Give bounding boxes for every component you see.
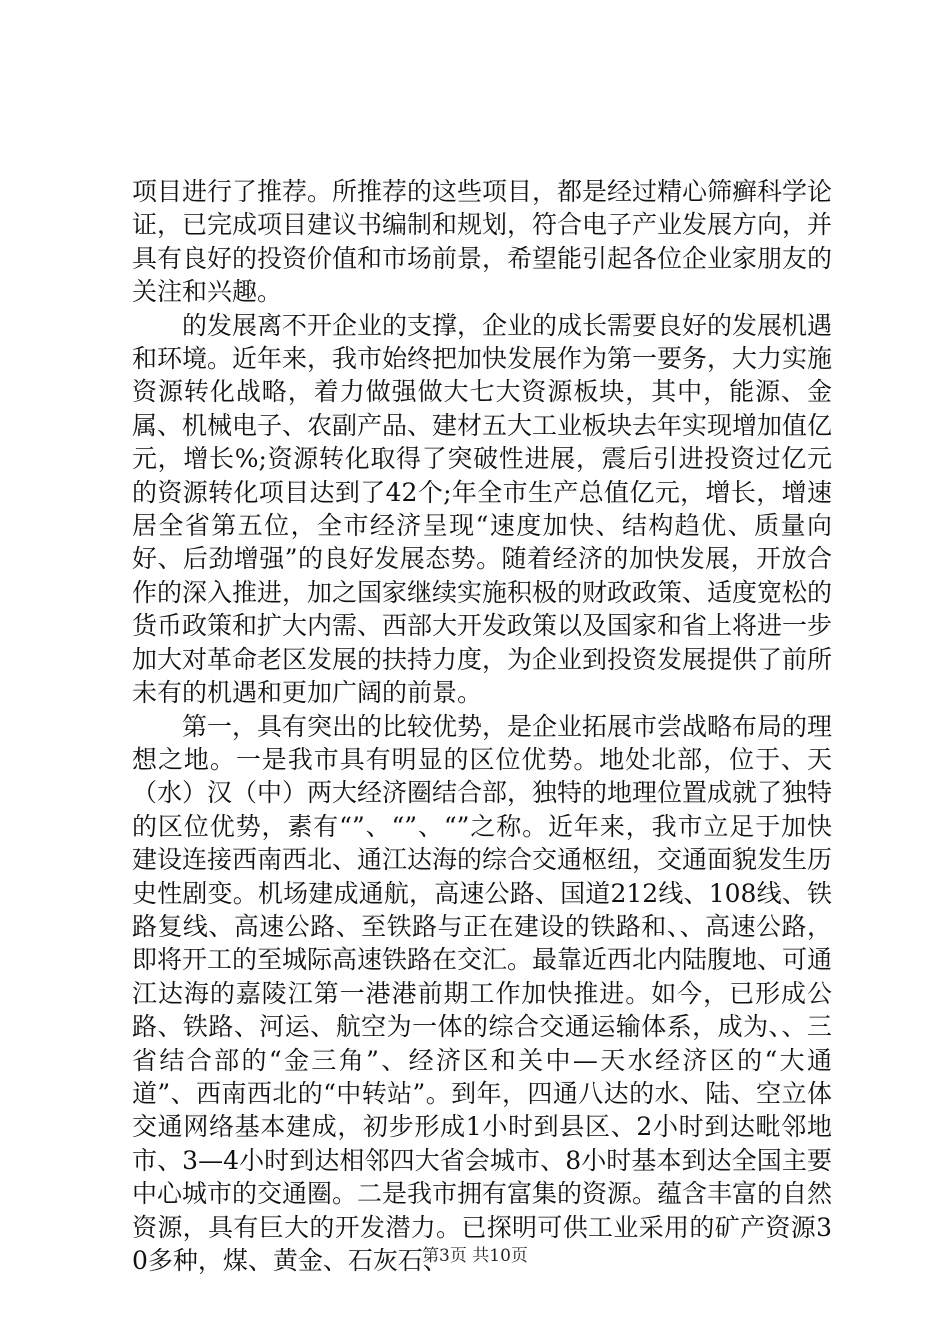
page-number-footer: 第3页 共10页 <box>422 1246 528 1266</box>
document-body <box>132 175 832 1277</box>
paragraph-continuation: 项目进行了推荐。所推荐的这些项目，都是经过精心筛癣科学论证，已完成项目建议书编制和规划，符合电子产业发展方向，并具有良好的投资价值和市场前景，希望能引起各位企业家朋友的关注和兴趣。 <box>132 177 833 307</box>
paragraph-development-environment: 的发展离不开企业的支撑，企业的成长需要良好的发展机遇和环境。近年来，我市始终把加快发展作为第一要务，大力实施资源转化战略，着力做强做大七大资源板块，其中，能源、金属、机械电子、农副产品、建材五大工业板块去年实现增加值亿元，增长%;资源转化取得了突破性进展，震后引进投资过亿元的资源转化项目达到了42个;年全市生产总值亿元，增长，增速居全省第五位，全市经济呈现“速度加快、结构趋优、质量向好、后劲增强”的良好发展态势。随着经济的加快发展，开放合作的深入推进，加之国家继续实施积极的财政政策、适度宽松的货币政策和扩大内需、西部大开发政策以及国家和省上将进一步加大对革命老区发展的扶持力度，为企业到投资发展提供了前所未有的机遇和更加广阔的前景。 <box>132 310 833 708</box>
paragraph-comparative-advantage: 第一，具有突出的比较优势，是企业拓展市尝战略布局的理想之地。一是我市具有明显的区位优势。地处北部，位于、天（水）汉（中）两大经济圈结合部，独特的地理位置成就了独特的区位优势，素有“”、“”、“”之称。近年来，我市立足于加快建设连接西南西北、通江达海的综合交通枢纽，交通面貌发生历史性剧变。机场建成通航，高速公路、国道212线、108线、铁路复线、高速公路、至铁路与正在建设的铁路和、、高速公路，即将开工的至城际高速铁路在交汇。最靠近西北内陆腹地、可通江达海的嘉陵江第一港港前期工作加快推进。如今，已形成公路、铁路、河运、航空为一体的综合交通运输体系，成为、、三省结合部的“金三角”、经济区和关中—天水经济区的“大通道”、西南西北的“中转站”。到年，四通八达的水、陆、空立体交通网络基本建成，初步形成1小时到县区、2小时到达毗邻地市、3—4小时到达相邻四大省会城市、8小时基本到达全国主要中心城市的交通圈。二是我市拥有富集的资源。蕴含丰富的自然资源，具有巨大的开发潜力。已探明可供工业采用的矿产资源30多种，煤、黄金、石灰石、 <box>132 711 833 1275</box>
